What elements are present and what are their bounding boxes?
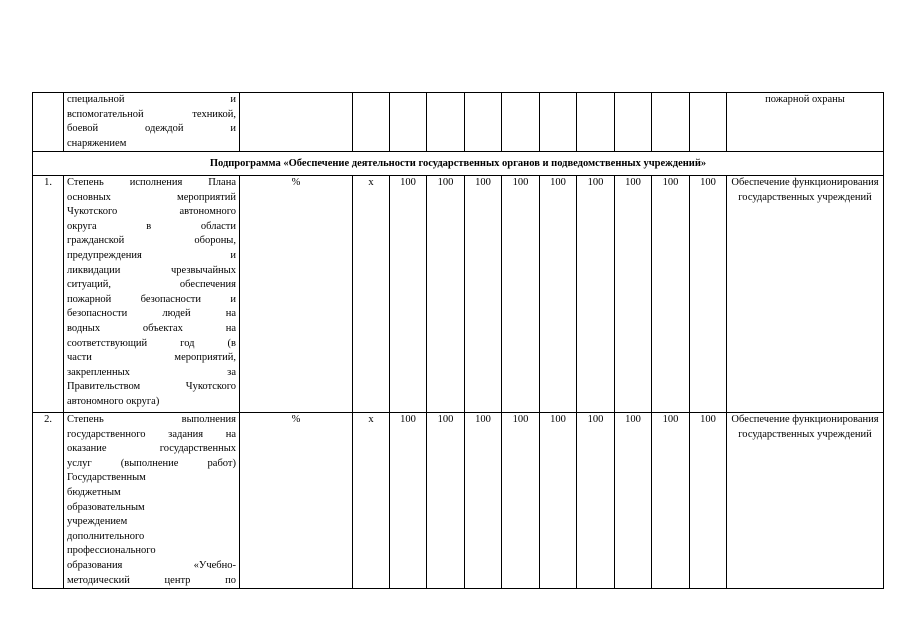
subprogram-title: Подпрограмма «Обеспечение деятельности государственных органов и подведомственных учреждений» bbox=[33, 152, 884, 176]
year-value-cell bbox=[390, 93, 427, 152]
description-line: Правительством Чукотского bbox=[67, 381, 236, 393]
description-line: гражданской обороны, bbox=[67, 235, 236, 247]
subprogram-row bbox=[33, 152, 884, 176]
description-line: соответствующий год (в bbox=[67, 337, 236, 349]
year-value-cell: 100 bbox=[465, 175, 502, 412]
description-line: Чукотского автономного bbox=[67, 206, 236, 218]
unit-cell bbox=[240, 93, 353, 152]
indicator-description bbox=[64, 175, 240, 412]
expected-result-cell: пожарной охраны bbox=[727, 93, 884, 152]
indicator-description bbox=[64, 93, 240, 152]
base-value-cell bbox=[353, 93, 390, 152]
year-value-cell bbox=[540, 93, 577, 152]
year-value-cell: 100 bbox=[465, 412, 502, 588]
description-line: образовательным bbox=[67, 501, 145, 513]
year-value-cell bbox=[577, 93, 615, 152]
description-line: специальной и bbox=[67, 94, 236, 105]
description-line: услуг (выполнение работ) bbox=[67, 457, 236, 469]
description-line: боевой одеждой и bbox=[67, 123, 236, 135]
year-value-cell: 100 bbox=[390, 175, 427, 412]
description-line: государственного задания на bbox=[67, 428, 236, 440]
base-value-cell: х bbox=[353, 412, 390, 588]
expected-result-cell: Обеспечение функционирования государственных учреждений bbox=[727, 175, 884, 412]
year-value-cell bbox=[427, 93, 465, 152]
indicators-table bbox=[32, 92, 884, 589]
description-line: предупреждения и bbox=[67, 249, 236, 261]
description-line: профессионального bbox=[67, 545, 156, 557]
year-value-cell: 100 bbox=[427, 412, 465, 588]
year-value-cell: 100 bbox=[690, 175, 727, 412]
description-line: Степень выполнения bbox=[67, 413, 236, 425]
year-value-cell: 100 bbox=[502, 175, 540, 412]
indicator-description bbox=[64, 412, 240, 588]
table-row bbox=[33, 412, 884, 588]
table-row bbox=[33, 93, 884, 152]
year-value-cell: 100 bbox=[615, 412, 652, 588]
description-line: водных объектах на bbox=[67, 322, 236, 334]
year-value-cell: 100 bbox=[427, 175, 465, 412]
expected-result-cell: Обеспечение функционирования государственных учреждений bbox=[727, 412, 884, 588]
table-row bbox=[33, 175, 884, 412]
description-line: округа в области bbox=[67, 220, 236, 232]
description-line: учреждением bbox=[67, 516, 128, 528]
year-value-cell: 100 bbox=[577, 412, 615, 588]
description-line: оказание государственных bbox=[67, 443, 236, 455]
description-line: бюджетным bbox=[67, 486, 121, 498]
unit-cell: % bbox=[240, 412, 353, 588]
description-line: образования «Учебно- bbox=[67, 559, 236, 571]
row-number bbox=[33, 93, 64, 152]
year-value-cell: 100 bbox=[540, 175, 577, 412]
description-line: методический центр по bbox=[67, 574, 236, 586]
year-value-cell: 100 bbox=[652, 412, 690, 588]
row-number: 2. bbox=[33, 412, 64, 588]
description-line: снаряжением bbox=[67, 137, 127, 149]
year-value-cell bbox=[690, 93, 727, 152]
row-number: 1. bbox=[33, 175, 64, 412]
year-value-cell bbox=[502, 93, 540, 152]
description-line: дополнительного bbox=[67, 530, 145, 542]
unit-cell: % bbox=[240, 175, 353, 412]
base-value-cell: х bbox=[353, 175, 390, 412]
year-value-cell: 100 bbox=[690, 412, 727, 588]
year-value-cell: 100 bbox=[615, 175, 652, 412]
description-line: безопасности людей на bbox=[67, 308, 236, 320]
year-value-cell bbox=[652, 93, 690, 152]
year-value-cell: 100 bbox=[577, 175, 615, 412]
description-line: автономного округа) bbox=[67, 395, 160, 407]
year-value-cell bbox=[615, 93, 652, 152]
year-value-cell bbox=[465, 93, 502, 152]
description-line: Степень исполнения Плана bbox=[67, 176, 236, 188]
description-line: вспомогательной техникой, bbox=[67, 108, 236, 120]
description-line: части мероприятий, bbox=[67, 352, 236, 364]
description-line: основных мероприятий bbox=[67, 191, 236, 203]
year-value-cell: 100 bbox=[540, 412, 577, 588]
description-line: закрепленных за bbox=[67, 366, 236, 378]
year-value-cell: 100 bbox=[652, 175, 690, 412]
year-value-cell: 100 bbox=[390, 412, 427, 588]
description-line: ситуаций, обеспечения bbox=[67, 279, 236, 291]
description-line: ликвидации чрезвычайных bbox=[67, 264, 236, 276]
year-value-cell: 100 bbox=[502, 412, 540, 588]
description-line: Государственным bbox=[67, 472, 146, 484]
description-line: пожарной безопасности и bbox=[67, 293, 236, 305]
